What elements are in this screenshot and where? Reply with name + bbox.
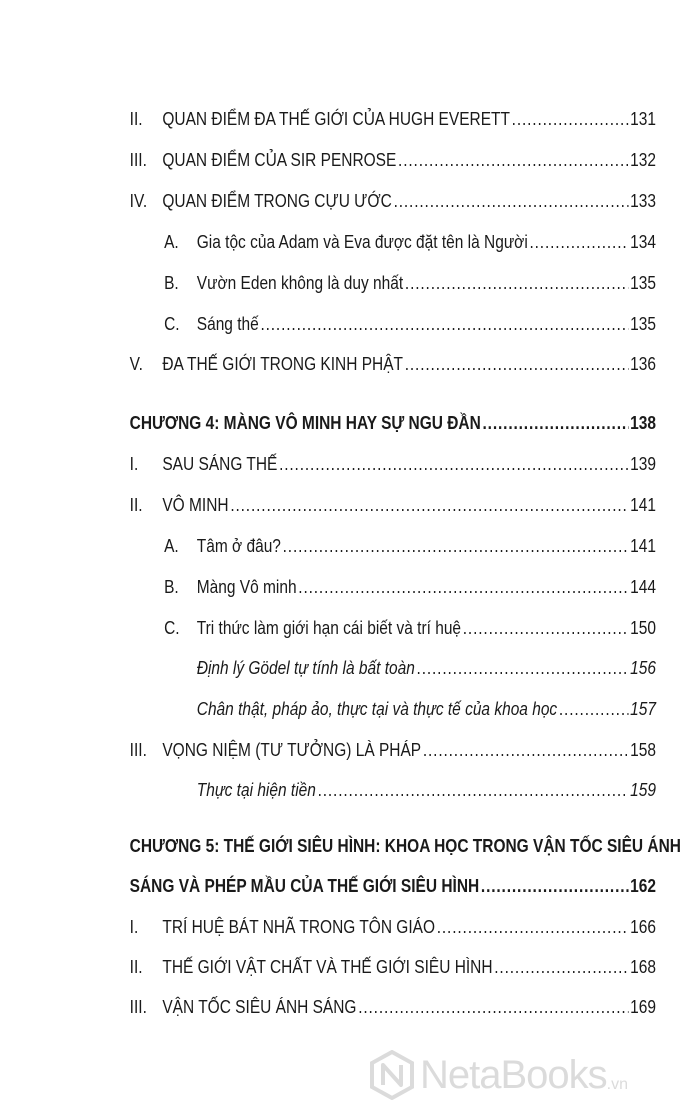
toc-page: 136 (630, 354, 656, 374)
leader-dots (417, 656, 629, 680)
toc-page: 133 (630, 191, 656, 211)
toc-entry (92, 312, 656, 336)
toc-title: Sáng thế (196, 314, 259, 334)
toc-title: Định lý Gödel tự tính là bất toàn (196, 658, 415, 678)
toc-page: 166 (630, 917, 656, 937)
chapter-heading (92, 411, 656, 435)
toc-title: TRÍ HUỆ BÁT NHÃ TRONG TÔN GIÁO (162, 917, 436, 937)
toc-entry (92, 493, 656, 517)
toc-number: I. (129, 454, 139, 474)
leader-dots (358, 995, 628, 1019)
toc-entry (92, 230, 656, 254)
toc-title: Tâm ở đâu? (196, 536, 281, 556)
leader-dots (398, 148, 628, 172)
toc-title: Thực tại hiện tiền (196, 780, 316, 800)
toc-page: 144 (630, 577, 656, 597)
toc-title: Màng Vô minh (196, 577, 297, 597)
toc-number: V. (129, 354, 143, 374)
chapter-title: CHƯƠNG 4: MÀNG VÔ MINH HAY SỰ NGU ĐẦN (129, 413, 481, 433)
leader-dots (260, 312, 628, 336)
leader-dots (423, 738, 629, 762)
chapter-title: SÁNG VÀ PHÉP MẦU CỦA THẾ GIỚI SIÊU HÌNH (129, 876, 480, 896)
toc-page: 135 (630, 273, 656, 293)
netabooks-logo-icon (370, 1050, 414, 1100)
toc-title: Tri thức làm giới hạn cái biết và trí huệ (196, 618, 462, 638)
toc-title: Gia tộc của Adam và Eva được đặt tên là Người (196, 232, 528, 252)
toc-page: 141 (630, 495, 656, 515)
chapter-heading-line2 (92, 874, 656, 898)
toc-title: Chân thật, pháp ảo, thực tại và thực tế của khoa học (196, 699, 558, 719)
toc-page: 131 (630, 109, 656, 129)
leader-dots (283, 534, 629, 558)
toc-title: QUAN ĐIỂM CỦA SIR PENROSE (162, 150, 397, 170)
toc-number: C. (164, 618, 180, 638)
toc-number: A. (164, 536, 179, 556)
leader-dots (483, 411, 629, 435)
toc-entry (92, 352, 656, 376)
toc-entry (92, 534, 656, 558)
leader-dots (405, 352, 629, 376)
toc-entry (92, 995, 656, 1019)
toc-entry (92, 107, 656, 131)
leader-dots (394, 189, 629, 213)
toc-title: Vườn Eden không là duy nhất (196, 273, 404, 293)
toc-title: THẾ GIỚI VẬT CHẤT VÀ THẾ GIỚI SIÊU HÌNH (162, 957, 493, 977)
chapter-title: CHƯƠNG 5: THẾ GIỚI SIÊU HÌNH: KHOA HỌC TRONG VẬN TỐC SIÊU ÁNH (129, 836, 681, 856)
toc-title: QUAN ĐIỂM ĐA THẾ GIỚI CỦA HUGH EVERETT (162, 109, 510, 129)
leader-dots (298, 575, 628, 599)
toc-page: 135 (630, 314, 656, 334)
toc-page: 169 (630, 997, 656, 1017)
leader-dots (529, 230, 628, 254)
toc-number: IV. (129, 191, 148, 211)
leader-dots (437, 915, 629, 939)
toc-page: 132 (630, 150, 656, 170)
toc-number: B. (164, 577, 179, 597)
toc-entry (92, 189, 656, 213)
toc-entry (92, 575, 656, 599)
toc-title: VÔ MINH (162, 495, 229, 515)
watermark-brand: NetaBooks (420, 1052, 607, 1097)
toc-page: 150 (630, 618, 656, 638)
leader-dots (512, 107, 629, 131)
toc-number: II. (129, 495, 143, 515)
toc-page: 158 (630, 740, 656, 760)
toc-title: VỌNG NIỆM (TƯ TƯỞNG) LÀ PHÁP (162, 740, 422, 760)
toc-number: A. (164, 232, 179, 252)
toc-number: II. (129, 109, 143, 129)
toc-page: 156 (630, 658, 656, 678)
toc-entry (92, 452, 656, 476)
toc-entry (92, 738, 656, 762)
toc-title: SAU SÁNG THẾ (162, 454, 278, 474)
leader-dots (230, 493, 628, 517)
netabooks-watermark (370, 1050, 628, 1100)
leader-dots (318, 778, 629, 802)
toc-page: 168 (630, 957, 656, 977)
toc-number: III. (129, 150, 147, 170)
toc-entry (92, 271, 656, 295)
toc-entry (92, 955, 656, 979)
toc-title: VẬN TỐC SIÊU ÁNH SÁNG (162, 997, 357, 1017)
toc-page: 138 (630, 413, 656, 433)
toc-entry (92, 915, 656, 939)
leader-dots (463, 616, 629, 640)
toc-page: 134 (630, 232, 656, 252)
toc-subentry (92, 778, 656, 802)
toc-title: QUAN ĐIỂM TRONG CỰU ƯỚC (162, 191, 392, 211)
toc-page: 157 (630, 699, 656, 719)
toc-number: II. (129, 957, 143, 977)
toc-title: ĐA THẾ GIỚI TRONG KINH PHẬT (162, 354, 403, 374)
toc-page: 159 (630, 780, 656, 800)
toc-number: III. (129, 997, 147, 1017)
leader-dots (279, 452, 628, 476)
toc-number: I. (129, 917, 139, 937)
leader-dots (405, 271, 629, 295)
toc-subentry (92, 697, 656, 721)
toc-number: III. (129, 740, 147, 760)
watermark-suffix: .vn (606, 1076, 629, 1093)
toc-number: B. (164, 273, 179, 293)
chapter-heading-line1 (92, 834, 681, 858)
toc-entry (92, 148, 656, 172)
toc-subentry (92, 656, 656, 680)
leader-dots (494, 955, 628, 979)
toc-page: 139 (630, 454, 656, 474)
toc-page: 141 (630, 536, 656, 556)
toc-page: 162 (630, 876, 656, 896)
toc-entry (92, 616, 656, 640)
toc-number: C. (164, 314, 180, 334)
leader-dots (481, 874, 629, 898)
leader-dots (559, 697, 629, 721)
